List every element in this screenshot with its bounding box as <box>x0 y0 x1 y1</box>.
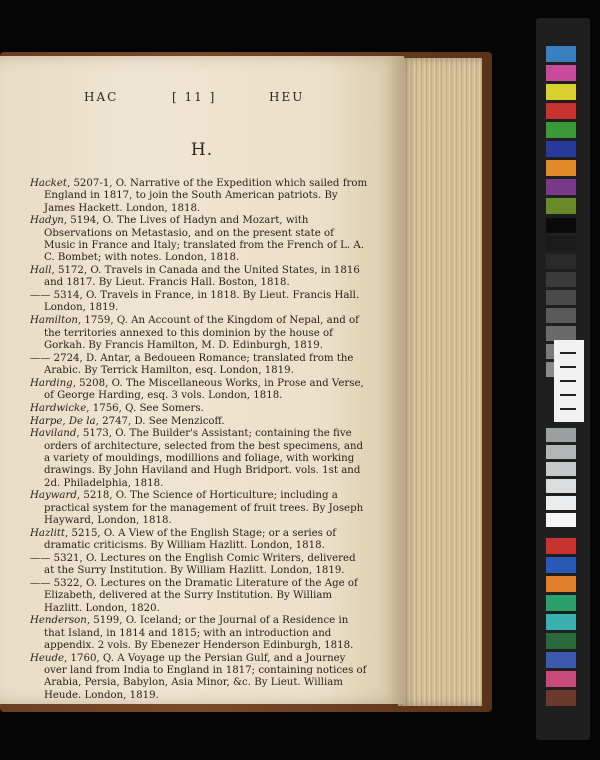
entry-text: , 5173, O. The Builder's Assistant; containing the five orders of architecture, selected from the best specimens, and a variety of mouldings, modillions and foliage, with working drawings. By John Haviland and Hugh Bridport. vols. 1st and 2d. Philadelphia, 1818. <box>44 428 364 489</box>
color-swatch <box>546 308 576 323</box>
entry-author: Hadyn <box>30 215 64 227</box>
color-swatch <box>546 272 576 287</box>
running-head <box>0 90 404 106</box>
color-swatch <box>546 122 576 138</box>
entry-author: —— <box>30 578 51 589</box>
entry-author: Hazlitt <box>30 527 66 539</box>
entry-author: Henderson <box>30 615 87 627</box>
color-swatch <box>546 84 576 100</box>
entry-text: , 5215, O. A View of the English Stage; or a series of dramatic criticisms. By William Hazlitt. London, 1818. <box>44 527 336 552</box>
catalog-entry <box>30 615 368 652</box>
color-swatch <box>546 46 576 62</box>
catalog-entry <box>30 553 368 578</box>
color-swatch <box>546 614 576 630</box>
entry-author: Hacket <box>30 178 67 189</box>
catalog-entry <box>30 428 368 489</box>
color-swatch <box>546 218 576 233</box>
catalog-entry <box>30 490 368 527</box>
entry-text: 5314, O. Travels in France, in 1818. By Lieut. Francis Hall. London, 1819. <box>44 290 360 314</box>
color-swatch <box>546 290 576 305</box>
running-head-right: HEU <box>269 90 305 104</box>
entry-author: —— <box>30 552 51 564</box>
color-swatch <box>546 671 576 687</box>
color-swatch <box>546 103 576 119</box>
color-swatch <box>546 141 576 157</box>
catalog-entry <box>30 315 368 352</box>
color-swatch <box>546 445 576 459</box>
entry-author: Harding <box>30 377 73 389</box>
entry-text: , 5218, O. The Science of Horticulture; including a practical system for the management of fruit trees. By Joseph Hayward, London, 1818. <box>44 490 364 527</box>
entry-text: , 5194, O. The Lives of Hadyn and Mozart, with Observations on Metastasio, and on the present state of Music in France and Italy; translated from the French of L. A. C. Bombet; with notes. London, 1818. <box>44 215 364 264</box>
entry-author: Hayward <box>30 490 77 502</box>
page-edges <box>398 58 482 706</box>
entry-author: Heude <box>30 652 65 664</box>
color-swatch <box>546 326 576 341</box>
entry-text: 5321, O. Lectures on the English Comic Writers, delivered at the Surry Institution. By William Hazlitt. London, 1819. <box>44 552 356 577</box>
entry-text: , 2747, D. See Menzicoff. <box>95 415 225 427</box>
entry-author: Hamilton <box>30 315 78 327</box>
entry-text: , 5199, O. Iceland; or the Journal of a Residence in that Island, in 1814 and 1815; with an introduction and appendix. 2 vols. By Ebenezer Henderson Edinburgh, 1818. <box>44 615 354 651</box>
catalog-entry <box>30 265 368 290</box>
color-swatch <box>546 652 576 668</box>
entry-author: Haviland <box>30 428 77 440</box>
page-number: [ 11 ] <box>172 90 217 104</box>
color-swatch <box>546 65 576 81</box>
catalog-entry <box>30 353 368 378</box>
color-swatch <box>546 254 576 269</box>
catalog-entry <box>30 578 368 615</box>
entry-text: , 1760, Q. A Voyage up the Persian Gulf, and a Journey over land from India to England in 1817; containing notices of Arabia, Persia, Babylon, Asia Minor, &c. By Lieut. William Heude. London, 1819. <box>44 652 367 701</box>
color-swatch <box>546 160 576 176</box>
color-swatch <box>546 479 576 493</box>
catalog-entry <box>30 215 368 264</box>
color-swatch <box>546 557 576 573</box>
entry-text: , 5207-1, O. Narrative of the Expedition which sailed from England in 1817, to join the South American patriots. By James Hackett. London, 1818. <box>44 178 368 214</box>
catalog-entries <box>30 178 368 702</box>
catalog-entry <box>30 653 368 702</box>
color-swatch <box>546 595 576 611</box>
entry-text: , 5208, O. The Miscellaneous Works, in Prose and Verse, of George Harding, esq. 3 vols. London, 1818. <box>44 377 364 402</box>
catalog-entry <box>30 178 368 215</box>
color-swatch <box>546 428 576 442</box>
running-head-left: HAC <box>84 90 119 104</box>
color-swatch <box>546 198 576 214</box>
color-swatch <box>546 236 576 251</box>
color-swatch <box>546 513 576 527</box>
catalog-entry <box>30 403 368 415</box>
entry-author: —— <box>30 290 51 302</box>
entry-text: , 5172, O. Travels in Canada and the United States, in 1816 and 1817. By Lieut. Francis Hall. Boston, 1818. <box>44 265 360 289</box>
entry-author: Hardwicke <box>30 402 87 414</box>
entry-text: , 1756, Q. See Somers. <box>86 402 204 414</box>
entry-text: 2724, D. Antar, a Bedoueen Romance; translated from the Arabic. By Terrick Hamilton, esq. London, 1819. <box>44 352 354 376</box>
color-swatch <box>546 690 576 706</box>
section-letter: H. <box>190 140 214 160</box>
entry-text: 5322, O. Lectures on the Dramatic Literature of the Age of Elizabeth, delivered at the Surry Institution. By William Hazlitt. London, 1820. <box>44 578 358 614</box>
entry-author: Harpe, De la <box>30 415 96 427</box>
catalog-entry <box>30 378 368 403</box>
scale-label <box>554 340 584 422</box>
color-swatch <box>546 576 576 592</box>
catalog-entry <box>30 416 368 428</box>
entry-author: Hall <box>30 265 52 277</box>
color-swatch <box>546 538 576 554</box>
catalog-entry <box>30 290 368 315</box>
entry-text: , 1759, Q. An Account of the Kingdom of Nepal, and of the territories annexed to this dominion by the house of Gorkah. By Francis Hamilton, M. D. Edinburgh, 1819. <box>44 315 359 351</box>
entry-author: —— <box>30 352 51 364</box>
color-swatch <box>546 179 576 195</box>
color-swatch <box>546 496 576 510</box>
color-swatch <box>546 462 576 476</box>
color-swatch <box>546 633 576 649</box>
catalog-entry <box>30 528 368 553</box>
